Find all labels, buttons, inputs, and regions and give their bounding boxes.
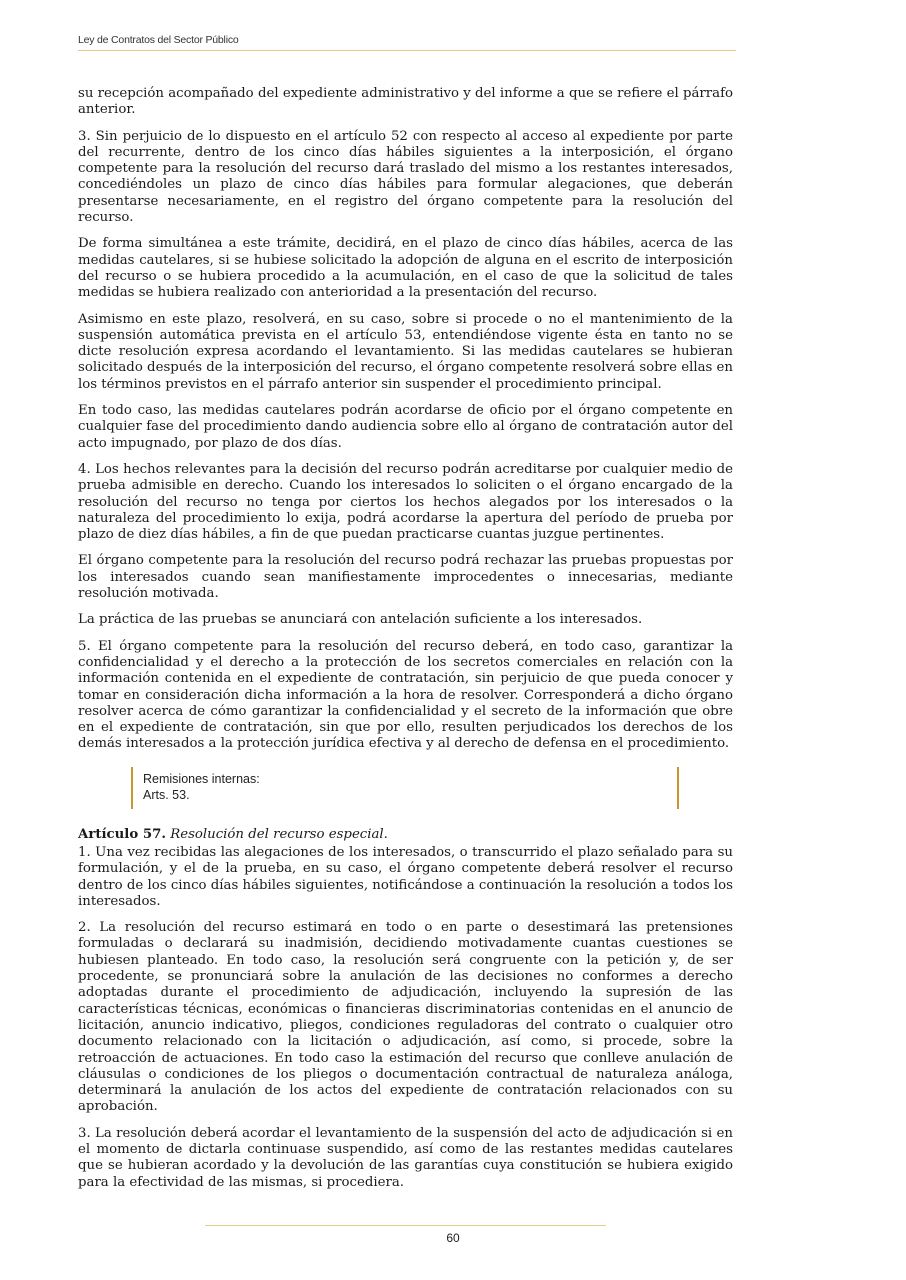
footer-rule [205, 1225, 606, 1226]
paragraph: 4. Los hechos relevantes para la decisión del recurso podrán acreditarse por cualquier medio de prueba admisible en derecho. Cuando los interesados lo soliciten o el órgano encargado de la resolución del recurso no tenga por ciertos los hechos alegados por los interesados o la naturaleza del procedimiento lo exija, podrá acordarse la apertura del período de prueba por plazo de diez días hábiles, a fin de que puedan practicarse cuantas juzgue pertinentes. [78, 461, 733, 543]
paragraph: 1. Una vez recibidas las alegaciones de los interesados, o transcurrido el plazo señalado para su formulación, y el de la prueba, en su caso, el órgano competente deberá resolver el recurso dentro de los cinco días hábiles siguientes, notificándose a continuación la resolución a todos los interesados. [78, 844, 733, 909]
page-body [78, 86, 733, 1201]
paragraph: Asimismo en este plazo, resolverá, en su caso, sobre si procede o no el mantenimiento de la suspensión automática prevista en el artículo 53, entendiéndose vigente ésta en tanto no se dicte resolución expresa acordando el levantamiento. Si las medidas cautelares se hubieran solicitado después de la interposición del recurso, el órgano competente resolverá sobre ellas en los términos previstos en el párrafo anterior sin suspender el procedimiento principal. [78, 311, 733, 392]
article-heading [78, 827, 733, 843]
header-rule [78, 50, 736, 51]
references-list: Arts. 53. [143, 787, 190, 802]
running-header: Ley de Contratos del Sector Público [78, 34, 239, 46]
references-text [143, 771, 260, 803]
paragraph: 2. La resolución del recurso estimará en todo o en parte o desestimará las pretensiones formuladas o declarará su inadmisión, decidiendo motivadamente cuantas cuestiones se hubiesen planteado. En todo caso, la resolución será congruente con la petición y, de ser procedente, se pronunciará sobre la anulación de las decisiones no conformes a derecho adoptadas durante el procedimiento de adjudicación, incluyendo la supresión de las características técnicas, económicas o financieras discriminatorias contenidas en el anuncio de licitación, anuncio indicativo, pliegos, condiciones reguladoras del contrato o cualquier otro documento relacionado con la licitación o adjudicación, así como, si procede, sobre la retroacción de actuaciones. En todo caso la estimación del recurso que conlleve anulación de cláusulas o condiciones de los pliegos o documentación contractual de naturaleza análoga, determinará la anulación de los actos del expediente de contratación relacionados con su aprobación. [78, 920, 733, 1115]
internal-references-box [131, 767, 679, 809]
paragraph: En todo caso, las medidas cautelares podrán acordarse de oficio por el órgano competente en cualquier fase del procedimiento dando audiencia sobre ello al órgano de contratación autor del acto impugnado, por plazo de dos días. [78, 403, 733, 451]
box-left-border [131, 767, 133, 809]
paragraph: El órgano competente para la resolución del recurso podrá rechazar las pruebas propuestas por los interesados cuando sean manifiestamente improcedentes o innecesarias, mediante resolución motivada. [78, 553, 733, 602]
page-number: 60 [446, 1231, 460, 1245]
paragraph: 3. La resolución deberá acordar el levantamiento de la suspensión del acto de adjudicación si en el momento de dictarla continuase suspendido, así como de las restantes medidas cautelares que se hubieran acordado y la devolución de las garantías cuya constitución se hubiera exigido para la efectividad de las mismas, si procediera. [78, 1125, 733, 1190]
paragraph: La práctica de las pruebas se anunciará con antelación suficiente a los interesados. [78, 612, 643, 628]
article-title: Resolución del recurso especial. [170, 826, 388, 842]
paragraph: 5. El órgano competente para la resolución del recurso deberá, en todo caso, garantizar la confidencialidad y el derecho a la protección de los secretos comerciales en relación con la información contenida en el expediente de contratación, sin perjuicio de que pueda conocer y tomar en consideración dicha información a la hora de resolver. Corresponderá a dicho órgano resolver acerca de cómo garantizar la confidencialidad y el secreto de la información que obre en el expediente de contratación, sin que por ello, resulten perjudicados los derechos de los demás interesados a la protección jurídica efectiva y al derecho de defensa en el procedimiento. [78, 638, 733, 752]
article-number: Artículo 57. [78, 826, 166, 842]
box-right-border [677, 767, 679, 809]
paragraph: su recepción acompañado del expediente administrativo y del informe a que se refiere el párrafo anterior. [78, 86, 733, 118]
paragraph: 3. Sin perjuicio de lo dispuesto en el artículo 52 con respecto al acceso al expediente por parte del recurrente, dentro de los cinco días hábiles siguientes a la interposición, el órgano competente para la resolución del recurso dará traslado del mismo a los restantes interesados, concediéndoles un plazo de cinco días hábiles para formular alegaciones, que deberán presentarse necesariamente, en el registro del órgano competente para la resolución del recurso. [78, 128, 733, 226]
references-title: Remisiones internas: [143, 771, 260, 786]
paragraph: De forma simultánea a este trámite, decidirá, en el plazo de cinco días hábiles, acerca de las medidas cautelares, si se hubiese solicitado la adopción de alguna en el escrito de interposición del recurso o se hubiera procedido a la acumulación, en el caso de que la solicitud de tales medidas se hubiera realizado con anterioridad a la presentación del recurso. [78, 236, 733, 301]
